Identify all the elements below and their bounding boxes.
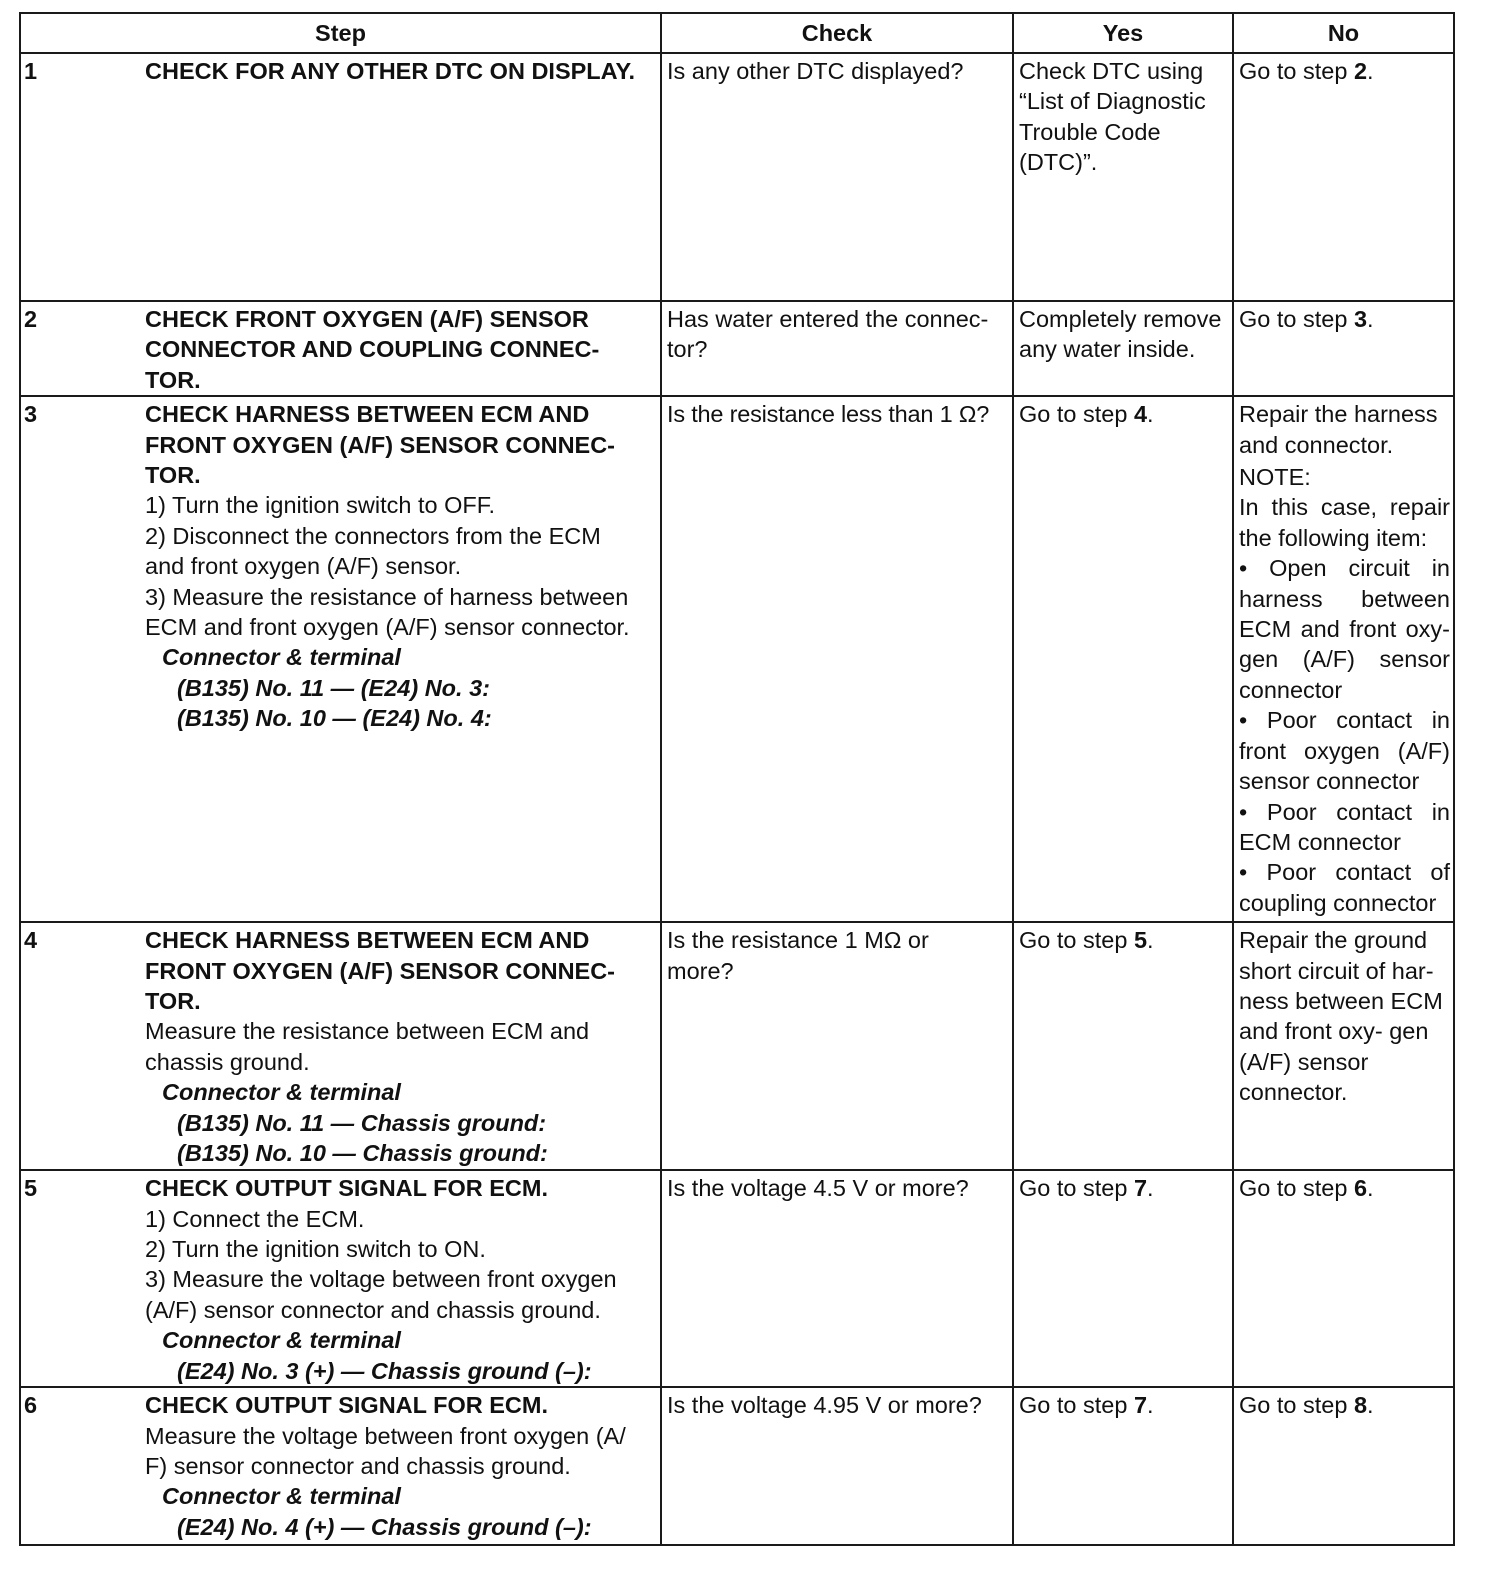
step-cell bbox=[20, 1170, 661, 1387]
terminal-heading: Connector & terminal bbox=[162, 644, 401, 671]
header-yes: Yes bbox=[1013, 13, 1233, 53]
table-row bbox=[20, 922, 1454, 1170]
step-cell bbox=[20, 1387, 661, 1545]
terminal-heading: Connector & terminal bbox=[162, 1079, 401, 1106]
step-cell bbox=[20, 301, 661, 396]
header-row bbox=[20, 13, 1454, 53]
step-title: TOR. bbox=[145, 988, 201, 1015]
header-step: Step bbox=[20, 13, 661, 53]
step-cell bbox=[20, 396, 661, 922]
table-row bbox=[20, 301, 1454, 396]
yes-cell: Go to step 4. bbox=[1013, 396, 1233, 922]
check-cell: Is any other DTC displayed? bbox=[661, 53, 1013, 301]
step-reference: 7 bbox=[1133, 1392, 1148, 1419]
instruction-line: ECM and front oxygen (A/F) sensor connector. bbox=[145, 614, 630, 641]
step-number: 2 bbox=[24, 306, 38, 332]
step-title: FRONT OXYGEN (A/F) SENSOR CONNEC- bbox=[145, 957, 616, 984]
step-reference: 5 bbox=[1133, 927, 1148, 954]
note-title: NOTE: bbox=[1239, 464, 1311, 491]
table-row bbox=[20, 1387, 1454, 1545]
terminal-spec: (B135) No. 10 — (E24) No. 4: bbox=[177, 705, 492, 732]
step-title: CHECK FRONT OXYGEN (A/F) SENSOR bbox=[145, 306, 589, 332]
header-check: Check bbox=[661, 13, 1013, 53]
instruction-line: F) sensor connector and chassis ground. bbox=[145, 1453, 571, 1480]
bullet-item: • Poor contact of bbox=[1239, 859, 1450, 886]
no-cell: Go to step 3. bbox=[1233, 301, 1454, 396]
step-reference: 4 bbox=[1133, 401, 1148, 428]
no-cell: Repair the harness and connector. NOTE: In this case, repair the following item: • Open circuit in harness between ECM and front oxy- gen (A/F) sensor connector • Poor contact in front oxygen (A/F) sensor connector • Poor contact in ECM connector • Poor contact of coupling connector bbox=[1233, 396, 1454, 922]
yes-cell: Check DTC using “List of Diagnostic Trouble Code (DTC)”. bbox=[1013, 53, 1233, 301]
no-cell: Go to step 6. bbox=[1233, 1170, 1454, 1387]
step-reference: 3 bbox=[1353, 306, 1368, 332]
check-cell: Has water entered the connec- tor? bbox=[661, 301, 1013, 396]
instruction-line: (A/F) sensor connector and chassis ground. bbox=[145, 1296, 601, 1323]
instruction-line: 2) Disconnect the connectors from the ECM bbox=[145, 522, 601, 549]
step-number: 6 bbox=[24, 1392, 38, 1419]
step-title: CHECK OUTPUT SIGNAL FOR ECM. bbox=[145, 1175, 548, 1202]
yes-cell: Go to step 7. bbox=[1013, 1170, 1233, 1387]
table-row bbox=[20, 53, 1454, 301]
terminal-heading: Connector & terminal bbox=[162, 1327, 401, 1354]
step-number: 3 bbox=[24, 401, 38, 428]
step-title: FRONT OXYGEN (A/F) SENSOR CONNEC- bbox=[145, 431, 616, 458]
step-number: 5 bbox=[24, 1175, 38, 1202]
step-title: CHECK OUTPUT SIGNAL FOR ECM. bbox=[145, 1392, 548, 1419]
yes-cell: Go to step 5. bbox=[1013, 922, 1233, 1170]
terminal-spec: (E24) No. 4 (+) — Chassis ground (–): bbox=[177, 1513, 592, 1540]
instruction-line: Measure the voltage between front oxygen (A/ bbox=[145, 1422, 626, 1449]
check-cell: Is the voltage 4.5 V or more? bbox=[661, 1170, 1013, 1387]
step-reference: 8 bbox=[1353, 1392, 1368, 1419]
step-reference: 7 bbox=[1133, 1175, 1148, 1202]
step-cell bbox=[20, 53, 661, 301]
bullet-item: • Open circuit in bbox=[1239, 555, 1450, 582]
step-title: CHECK HARNESS BETWEEN ECM AND bbox=[145, 927, 590, 954]
step-title: CHECK HARNESS BETWEEN ECM AND bbox=[145, 401, 590, 428]
instruction-line: 2) Turn the ignition switch to ON. bbox=[145, 1236, 486, 1263]
step-title: TOR. bbox=[145, 462, 201, 489]
step-cell bbox=[20, 922, 661, 1170]
header-no: No bbox=[1233, 13, 1454, 53]
yes-cell: Completely remove any water inside. bbox=[1013, 301, 1233, 396]
check-cell: Is the voltage 4.95 V or more? bbox=[661, 1387, 1013, 1545]
terminal-spec: (B135) No. 10 — Chassis ground: bbox=[177, 1140, 548, 1167]
table-row bbox=[20, 1170, 1454, 1387]
instruction-line: 1) Turn the ignition switch to OFF. bbox=[145, 492, 496, 519]
diagnostic-table bbox=[19, 12, 1455, 1546]
step-title: CONNECTOR AND COUPLING CONNEC- bbox=[145, 336, 600, 363]
no-cell: Go to step 8. bbox=[1233, 1387, 1454, 1545]
no-cell: Go to step 2. bbox=[1233, 53, 1454, 301]
instruction-line: 1) Connect the ECM. bbox=[145, 1205, 365, 1232]
terminal-heading: Connector & terminal bbox=[162, 1483, 401, 1510]
check-cell: Is the resistance 1 MΩ or more? bbox=[661, 922, 1013, 1170]
diagnostic-page bbox=[19, 12, 1453, 1546]
table-row bbox=[20, 396, 1454, 922]
check-cell: Is the resistance less than 1 Ω? bbox=[661, 396, 1013, 922]
terminal-spec: (B135) No. 11 — Chassis ground: bbox=[177, 1109, 547, 1136]
no-cell: Repair the ground short circuit of har- ness between ECM and front oxy- gen (A/F) sensor connector. bbox=[1233, 922, 1454, 1170]
yes-cell: Go to step 7. bbox=[1013, 1387, 1233, 1545]
step-title: TOR. bbox=[145, 366, 201, 393]
instruction-line: Measure the resistance between ECM and bbox=[145, 1018, 590, 1045]
step-reference: 2 bbox=[1353, 58, 1368, 84]
step-title: CHECK FOR ANY OTHER DTC ON DISPLAY. bbox=[145, 58, 636, 84]
terminal-spec: (B135) No. 11 — (E24) No. 3: bbox=[177, 674, 490, 701]
instruction-line: 3) Measure the voltage between front oxygen bbox=[145, 1266, 617, 1293]
instruction-line: chassis ground. bbox=[145, 1048, 310, 1075]
step-number: 4 bbox=[24, 927, 38, 954]
bullet-item: • Poor contact in bbox=[1239, 798, 1450, 825]
bullet-item: • Poor contact in bbox=[1239, 707, 1450, 734]
step-reference: 6 bbox=[1353, 1175, 1368, 1202]
instruction-line: 3) Measure the resistance of harness between bbox=[145, 583, 629, 610]
instruction-line: and front oxygen (A/F) sensor. bbox=[145, 553, 462, 580]
step-number: 1 bbox=[24, 58, 38, 84]
terminal-spec: (E24) No. 3 (+) — Chassis ground (–): bbox=[177, 1357, 592, 1384]
